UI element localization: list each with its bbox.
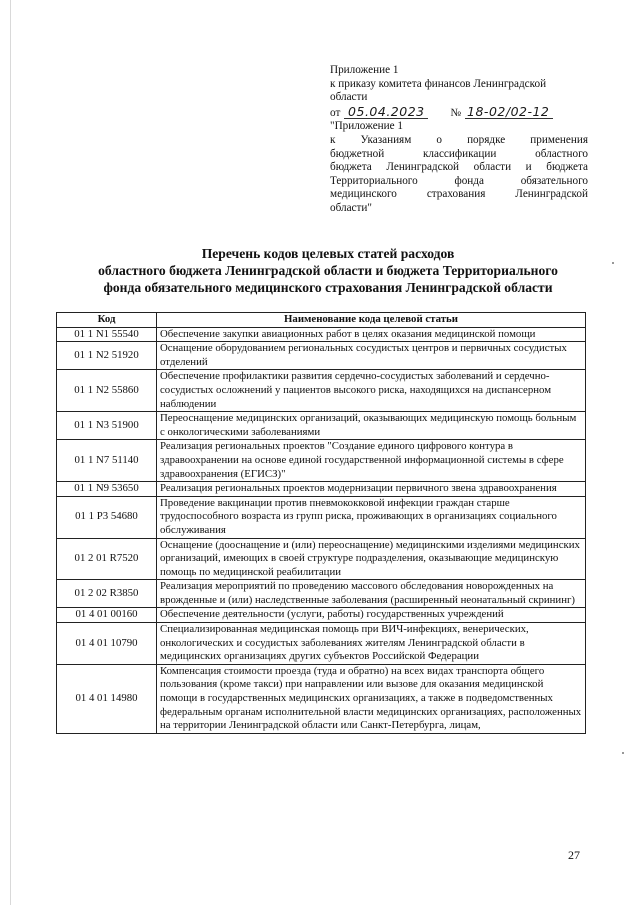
appendix-header [330, 64, 588, 216]
row-name: Реализация региональных проектов "Создание единого цифрового контура в здравоохранении на основе единой государственной информационной системы в сфере здравоохранения (ЕГИСЗ)" [157, 440, 586, 482]
scan-edge-line [10, 0, 11, 905]
title-line: фонда обязательного медицинского страхования Ленинградской области [103, 280, 553, 295]
row-name: Обеспечение профилактики развития сердечно-сосудистых заболеваний и сердечно-сосудистых осложнений у пациентов высокого риска, находящихся на диспансерном наблюдении [157, 370, 586, 412]
table-row [57, 412, 586, 440]
table-row [57, 623, 586, 665]
instructions-line: медицинского страхования Ленинградской [330, 188, 588, 201]
table-row [57, 327, 586, 342]
instructions-line: Территориального фонда обязательного [330, 174, 588, 187]
title-line: Перечень кодов целевых статей расходов [201, 246, 455, 261]
scan-speck [622, 752, 624, 754]
row-code: 01 2 02 R3850 [57, 580, 157, 608]
row-code: 01 4 01 00160 [57, 608, 157, 623]
row-code: 01 1 N2 51920 [57, 342, 157, 370]
table-row [57, 482, 586, 497]
date-prefix: от [330, 106, 341, 119]
table-row [57, 608, 586, 623]
row-name: Компенсация стоимости проезда (туда и обратно) на всех видах транспорта общего пользования (кроме такси) при направлении или вызове для оказания медицинской помощи в государственных медицинских организациях, а также в подведомственных федеральным органам исполнительной власти медицинских организациях, расположенных на территории Ленинградской области или Санкт-Петербурга, лицам, [157, 664, 586, 733]
target-codes-table [56, 312, 586, 734]
order-date-number-row [330, 105, 588, 121]
row-name: Реализация региональных проектов модернизации первичного звена здравоохранения [157, 482, 586, 497]
table-row [57, 580, 586, 608]
quoted-appendix-label: "Приложение 1 [330, 120, 404, 133]
instructions-line: к Указаниям о порядке применения [330, 133, 588, 146]
row-code: 01 1 P3 54680 [57, 496, 157, 538]
table-row [57, 370, 586, 412]
table-header-row [57, 313, 586, 328]
page-number: 27 [568, 848, 580, 862]
table-row [57, 664, 586, 733]
row-code: 01 2 01 R7520 [57, 538, 157, 580]
handwritten-order-number: 18-02/02-12 [465, 105, 553, 120]
handwritten-date: 05.04.2023 [344, 105, 428, 120]
row-code: 01 1 N7 51140 [57, 440, 157, 482]
row-code: 01 4 01 14980 [57, 664, 157, 733]
order-reference-line: области [330, 91, 368, 104]
order-reference-line: к приказу комитета финансов Ленинградской [330, 77, 547, 90]
code-column-header: Код [57, 313, 157, 328]
row-name: Оснащение оборудованием региональных сосудистых центров и первичных сосудистых отделений [157, 342, 586, 370]
row-name: Обеспечение закупки авиационных работ в целях оказания медицинской помощи [157, 327, 586, 342]
instructions-line: бюджета Ленинградской области и бюджета [330, 161, 588, 174]
row-name: Обеспечение деятельности (услуги, работы) государственных учреждений [157, 608, 586, 623]
name-column-header: Наименование кода целевой статьи [157, 313, 586, 328]
instructions-line: бюджетной классификации областного [330, 147, 588, 160]
number-sign: № [450, 106, 462, 119]
row-code: 01 1 N2 55860 [57, 370, 157, 412]
appendix-label: Приложение 1 [330, 64, 399, 76]
row-name: Реализация мероприятий по проведению массового обследования новорожденных на врожденные и (или) наследственные заболевания (расширенный неонатальный скрининг) [157, 580, 586, 608]
row-name: Проведение вакцинации против пневмококковой инфекции граждан старше трудоспособного возраста из групп риска, проживающих в организациях социального обслуживания [157, 496, 586, 538]
title-line: областного бюджета Ленинградской области и бюджета Территориального [98, 263, 558, 278]
instructions-line: области" [330, 201, 372, 214]
row-code: 01 1 N3 51900 [57, 412, 157, 440]
row-code: 01 1 N9 53650 [57, 482, 157, 497]
table-row [57, 440, 586, 482]
table-row [57, 496, 586, 538]
table-row [57, 342, 586, 370]
row-code: 01 4 01 10790 [57, 623, 157, 665]
row-name: Оснащение (дооснащение и (или) переоснащение) медицинскими изделиями медицинских организаций, имеющих в своей структуре подразделения, оказывающие медицинскую помощь по медицинской реабилитации [157, 538, 586, 580]
row-code: 01 1 N1 55540 [57, 327, 157, 342]
document-title [40, 245, 616, 296]
row-name: Специализированная медицинская помощь при ВИЧ-инфекциях, венерических, онкологических и сосудистых заболеваниях жителям Ленинградской области в медицинских организациях других субъектов Российской Федерации [157, 623, 586, 665]
row-name: Переоснащение медицинских организаций, оказывающих медицинскую помощь больным с онкологическими заболеваниями [157, 412, 586, 440]
table-row [57, 538, 586, 580]
